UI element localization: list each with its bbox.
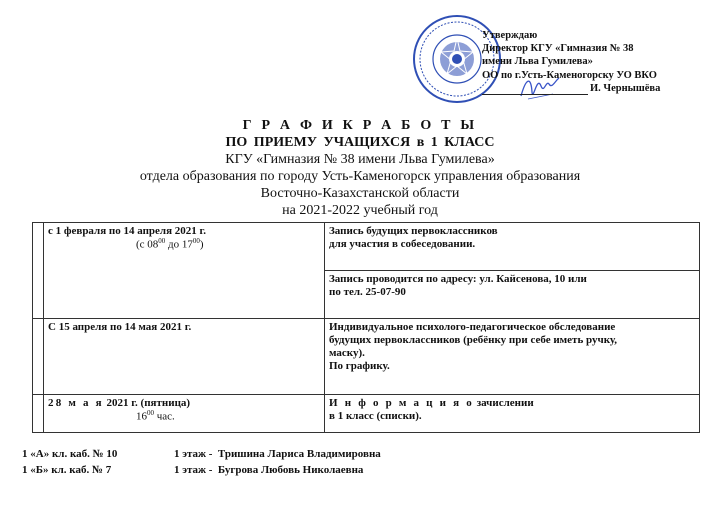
class-teacher-info: 1 этаж - Бугрова Любовь Николаевна [174, 464, 364, 476]
list-item [22, 446, 381, 462]
row2-desc-line4: По графику. [329, 360, 390, 372]
approval-signer: И. Чернышёва [590, 82, 661, 94]
row2-desc-line1: Индивидуальное психолого-педагогическое обследование [329, 321, 616, 333]
row3-desc [325, 395, 700, 433]
title-admission: ПО ПРИЕМУ УЧАЩИХСЯ в 1 КЛАСС [225, 135, 495, 150]
table-spacer-cell [33, 319, 44, 395]
row2-desc-line3: маску). [329, 347, 365, 359]
table-row [33, 223, 700, 271]
row1-date: с 1 февраля по 14 апреля 2021 г. [48, 225, 207, 237]
row1-desc-b [325, 271, 700, 319]
row3-enrollment-word: зачислении [473, 397, 534, 409]
row1-desc-a [325, 223, 700, 271]
row1-desc-b-line2: по тел. 25-07-90 [329, 286, 406, 298]
list-item [22, 462, 381, 478]
title-department: отдела образования по городу Усть-Каменогорск управления образования [139, 169, 581, 184]
class-teacher-info: 1 этаж - Тришина Лариса Владимировна [174, 448, 381, 460]
approval-signature-line [482, 82, 660, 95]
table-row [33, 319, 700, 395]
approval-department-line: ОО по г.Усть-Каменогорску УО ВКО [482, 69, 657, 81]
row1-desc-a-line2: для участия в собеседовании. [329, 238, 476, 250]
table-spacer-cell [33, 223, 44, 319]
row1-time-end: до 17 [165, 238, 193, 251]
document-title [0, 117, 720, 219]
table-spacer-cell [33, 395, 44, 433]
row3-time-hour: 16 [136, 410, 147, 423]
class-room-label: 1 «Б» кл. каб. № 7 [22, 464, 112, 476]
class-rooms-list [22, 446, 381, 478]
row3-date [48, 397, 190, 409]
row3-time-min: 00 [147, 409, 154, 417]
row1-desc-a-line1: Запись будущих первоклассников [329, 225, 498, 237]
title-year: на 2021-2022 учебный год [282, 203, 438, 218]
schedule-table [32, 222, 700, 433]
row1-time-start-min: 00 [158, 237, 166, 245]
approval-word: Утверждаю [482, 30, 538, 41]
row1-desc-b-line1: Запись проводится по адресу: ул. Кайсенова, 10 или [329, 273, 587, 285]
row3-time-unit: час. [154, 410, 175, 423]
row1-time-close: ) [199, 238, 204, 251]
row1-date-cell [44, 223, 325, 319]
row3-info-word: И н ф о р м а ц и я о [329, 397, 474, 409]
row2-desc-line2: будущих первоклассников (ребёнку при себе иметь ручку, [329, 334, 618, 346]
approval-director-line: Директор КГУ «Гимназия № 38 [482, 43, 634, 55]
title-school: КГУ «Гимназия № 38 имени Льва Гумилева» [225, 152, 495, 167]
title-schedule: Г Р А Ф И К Р А Б О Т Ы [242, 118, 478, 133]
row2-desc [325, 319, 700, 395]
class-room-label: 1 «А» кл. каб. № 10 [22, 448, 118, 460]
approval-school-line: имени Льва Гумилева» [482, 56, 593, 68]
row3-desc-line1 [329, 397, 695, 410]
row1-time-start: (с 08 [136, 238, 159, 251]
title-region: Восточно-Казахстанской области [260, 186, 460, 201]
row3-time [48, 409, 320, 423]
row1-time-end-min: 00 [192, 237, 200, 245]
signature-blank [482, 94, 588, 95]
approval-block [482, 29, 660, 95]
row3-desc-line2: в 1 класс (списки). [329, 410, 422, 422]
row2-date: С 15 апреля по 14 мая 2021 г. [48, 321, 192, 333]
row3-date-month: 28 м а я [48, 397, 104, 409]
table-row [33, 395, 700, 433]
row1-time [48, 237, 320, 251]
row2-date-cell [44, 319, 325, 395]
row3-date-year: 2021 г. (пятница) [103, 397, 191, 409]
row3-date-cell [44, 395, 325, 433]
